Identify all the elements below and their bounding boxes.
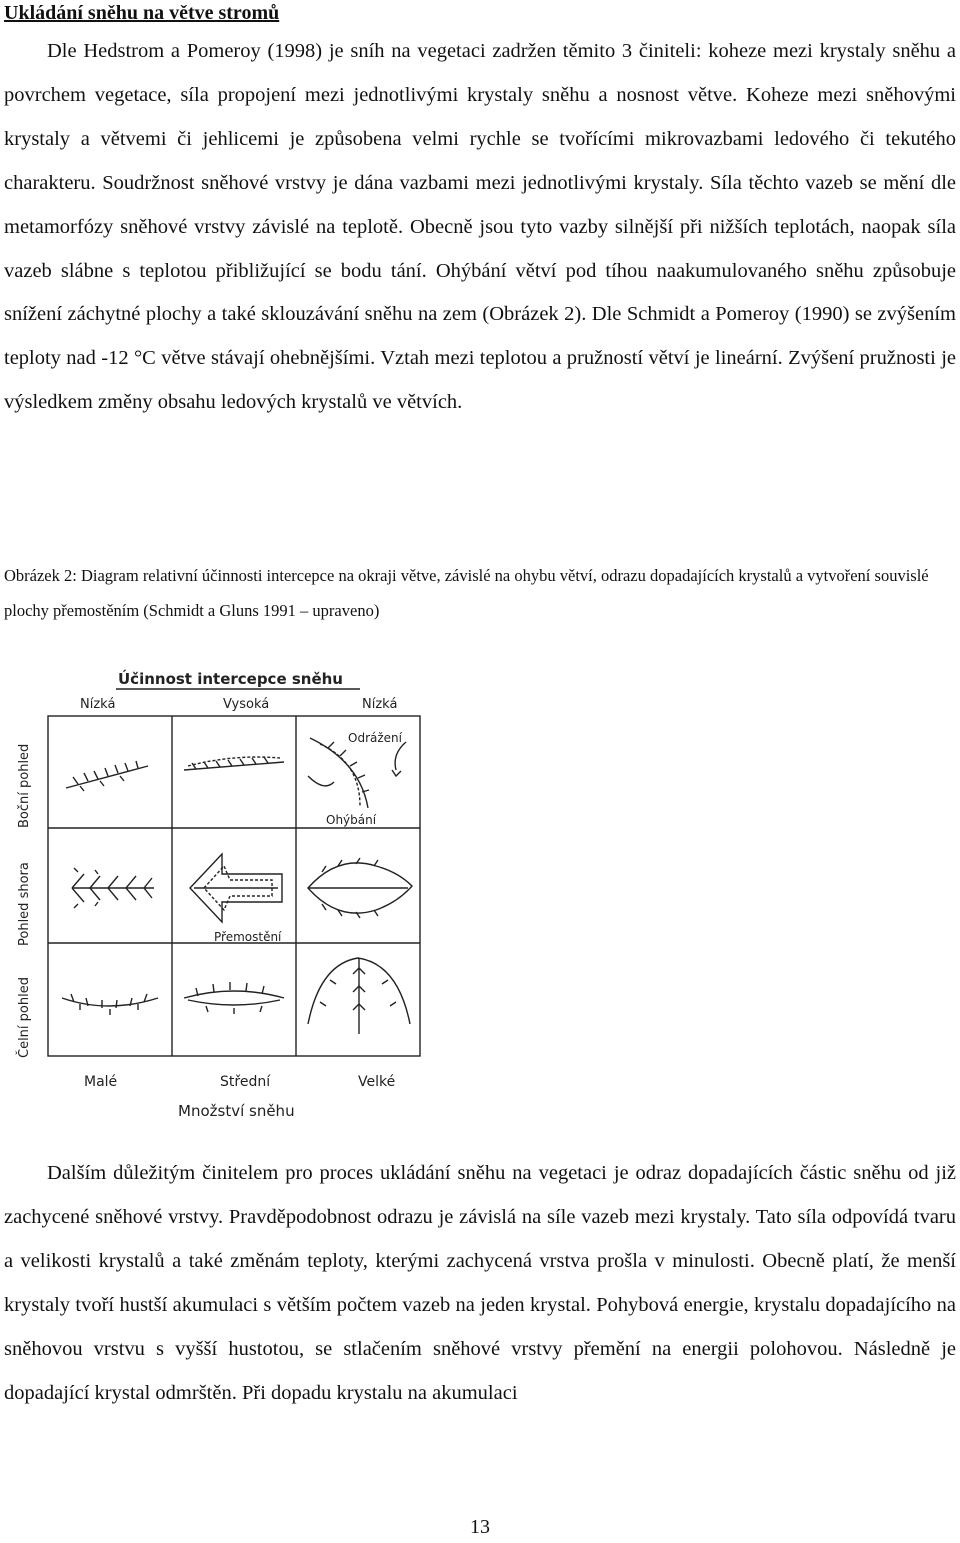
branch-front-small (62, 994, 158, 1015)
annotation-bridging: Přemostění (214, 930, 282, 944)
annotation-reflection: Odrážení (348, 731, 402, 745)
amount-label-large: Velké (358, 1074, 396, 1090)
paragraph-1: Dle Hedstrom a Pomeroy (1998) je sníh na vegetaci zadržen těmito 3 činiteli: koheze mezi krystaly sněhu a povrchem vegetace, síla propojení mezi jednotlivými krystaly sněhu a nosnost větve. Koheze mezi sněhovými krystaly a větvemi či jehlicemi je způsobena velmi rychle se tvořícími mikrovazbami ledového či tekutého charakteru. Soudržnost sněhové vrstvy je dána vazbami mezi jednotlivými krystaly. Síla těchto vazeb se mění dle metamorfózy sněhové vrstvy závislé na teplotě. Obecně jsou tyto vazby silnější při nižších teplotách, naopak síla vazeb slábne s teplotou přibližující se bodu tání. Ohýbání větví pod tíhou naakumulovaného sněhu způsobuje snížení záchytné plochy a také sklouzávání sněhu na zem (Obrázek 2). Dle Schmidt a Pomeroy (1990) se zvýšením teploty nad -12 °C větve stávají ohebnějšími. Vztah mezi teplotou a pružností větví je lineární. Zvýšení pružnosti je výsledkem změny obsahu ledových krystalů ve větvích. (4, 40, 956, 414)
branch-side-small (66, 761, 148, 791)
annotation-bending: Ohýbání (326, 813, 377, 827)
interception-diagram (8, 658, 428, 1124)
diagram-title: Účinnost intercepce sněhu (118, 670, 343, 688)
branch-side-medium (184, 757, 284, 770)
branch-top-small (72, 868, 154, 908)
efficiency-label-low-right: Nízká (362, 697, 398, 712)
branch-front-medium (184, 982, 284, 1014)
branch-top-large (308, 858, 412, 918)
amount-label-medium: Střední (220, 1074, 271, 1090)
paragraph-2: Dalším důležitým činitelem pro proces ukládání sněhu na vegetaci je odraz dopadajících částic sněhu od již zachycené sněhové vrstvy. Pravděpodobnost odrazu je závislá na síle vazeb mezi krystaly. Tato síla odpovídá tvaru a velikosti krystalů a také změnám teploty, kterými zachycená vrstva prošla v minulosti. Obecně platí, že menší krystaly tvoří hustší akumulaci s větším počtem vazeb na jeden krystal. Pohybová energie, krystalu dopadajícího na sněhovou vrstvu s vyšší hustotou, se stlačením sněhové vrstvy přemění na energii polohovou. Následně je dopadající krystal odmrštěn. Při dopadu krystalu na akumulaci (4, 1162, 956, 1404)
figure-caption: Obrázek 2: Diagram relativní účinnosti intercepce na okraji větve, závislé na ohybu větví, odrazu dopadajících krystalů a vytvoření souvislé plochy přemostěním (Schmidt a Gluns 1991 – upraveno) (4, 566, 929, 620)
row-label-front-view: Čelní pohled (17, 977, 32, 1058)
amount-axis-label: Množství sněhu (178, 1102, 295, 1120)
branch-front-large (308, 958, 410, 1034)
efficiency-label-high: Vysoká (223, 697, 270, 712)
branch-top-medium (190, 854, 282, 922)
row-label-top-view: Pohled shora (17, 862, 32, 946)
row-label-side-view: Boční pohled (17, 743, 32, 828)
page-number: 13 (470, 1516, 490, 1538)
branch-side-large (308, 738, 406, 808)
section-heading: Ukládání sněhu na větve stromů (4, 2, 280, 24)
amount-label-small: Malé (84, 1074, 118, 1090)
efficiency-label-low-left: Nízká (80, 697, 116, 712)
